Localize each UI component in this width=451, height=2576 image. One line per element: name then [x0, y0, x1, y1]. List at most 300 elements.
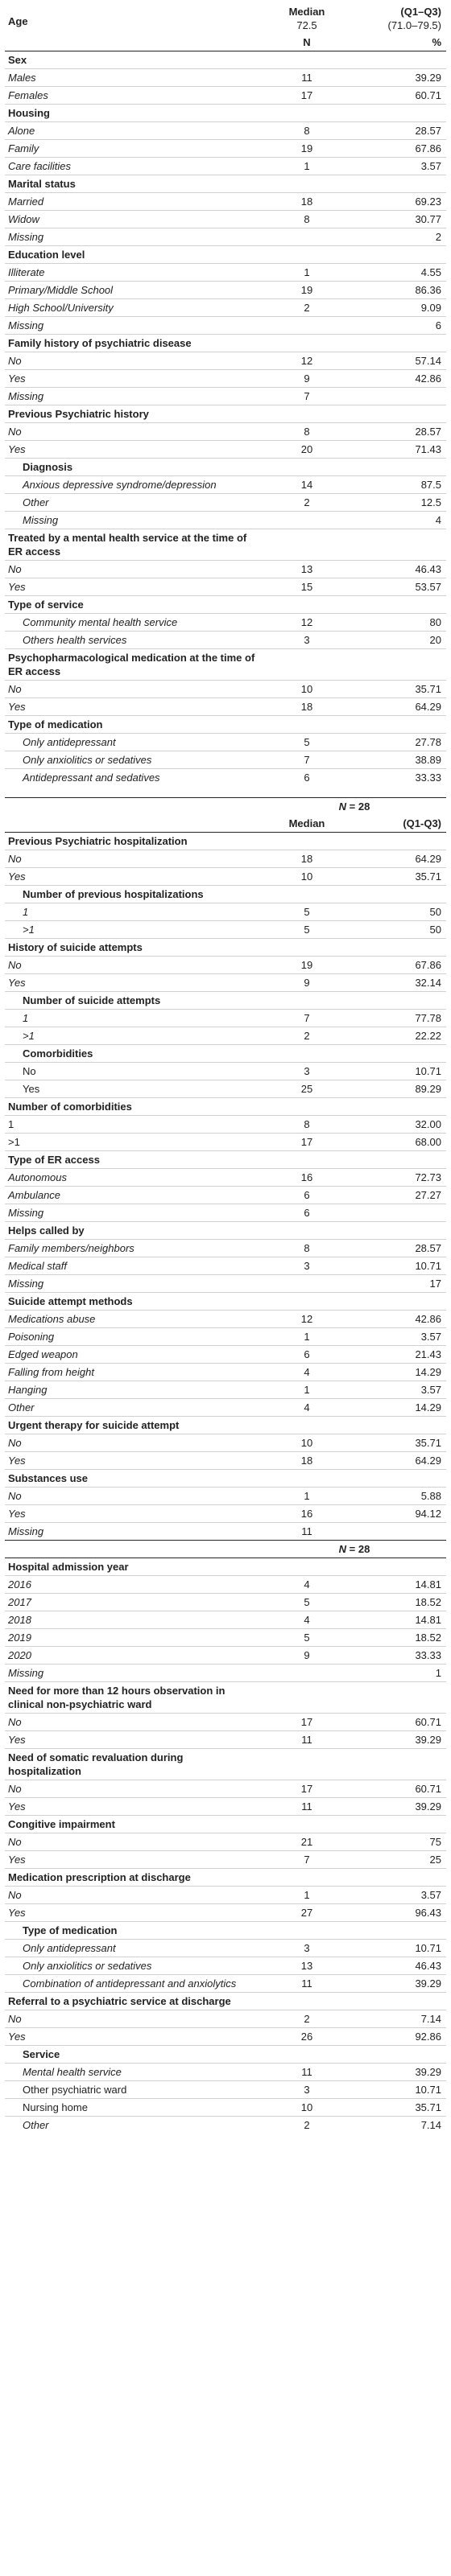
table-block-2 — [5, 797, 446, 1540]
row-count: 10 — [263, 2099, 351, 2117]
row-count: 8 — [263, 423, 351, 441]
row-percent — [351, 596, 446, 614]
row-label: Treated by a mental health service at the time of ER access — [5, 529, 263, 561]
table-row — [5, 2117, 446, 2134]
row-percent: 14.29 — [351, 1399, 446, 1417]
row-percent — [351, 1682, 446, 1714]
row-count: 12 — [263, 614, 351, 632]
table-row — [5, 335, 446, 352]
row-label: Yes — [5, 1851, 263, 1869]
row-label: No — [5, 1714, 263, 1731]
row-percent — [351, 1204, 446, 1222]
row-count: 18 — [263, 698, 351, 716]
table-row — [5, 1134, 446, 1151]
row-percent: 28.57 — [351, 1240, 446, 1257]
row-label: Married — [5, 193, 263, 211]
row-count — [263, 649, 351, 681]
row-percent: 2 — [351, 228, 446, 246]
percent-header: % — [351, 34, 446, 51]
row-percent: 17 — [351, 1275, 446, 1293]
row-label: Other — [5, 1399, 263, 1417]
row-percent: 69.23 — [351, 193, 446, 211]
row-label: Number of comorbidities — [5, 1098, 263, 1116]
row-label: Other — [5, 2117, 263, 2134]
table-row — [5, 698, 446, 716]
row-percent: 71.43 — [351, 441, 446, 459]
row-count — [263, 1558, 351, 1576]
row-count: 4 — [263, 1576, 351, 1594]
row-percent: 77.78 — [351, 1010, 446, 1027]
table-row — [5, 974, 446, 992]
table-row — [5, 1887, 446, 1904]
table-row — [5, 1063, 446, 1080]
row-label: 2016 — [5, 1576, 263, 1594]
table-row — [5, 1505, 446, 1523]
row-label: Falling from height — [5, 1364, 263, 1381]
row-count — [263, 228, 351, 246]
table-row — [5, 2081, 446, 2099]
row-label: No — [5, 561, 263, 578]
table-row — [5, 211, 446, 228]
row-count — [263, 716, 351, 734]
row-percent: 42.86 — [351, 370, 446, 388]
table-row — [5, 614, 446, 632]
table-row — [5, 1576, 446, 1594]
row-count — [263, 317, 351, 335]
row-label: No — [5, 850, 263, 868]
row-count — [263, 1470, 351, 1488]
row-count: 5 — [263, 734, 351, 751]
row-count: 25 — [263, 1080, 351, 1098]
median-header: Median — [263, 815, 351, 833]
table-row — [5, 1399, 446, 1417]
row-percent: 14.81 — [351, 1576, 446, 1594]
table-row — [5, 246, 446, 264]
row-count — [263, 246, 351, 264]
row-percent — [351, 1470, 446, 1488]
row-percent — [351, 51, 446, 69]
table-row — [5, 1798, 446, 1816]
row-percent — [351, 1151, 446, 1169]
quartile-header: (Q1-Q3) — [351, 815, 446, 833]
row-count: 6 — [263, 769, 351, 787]
table-row — [5, 1311, 446, 1328]
row-label: Type of service — [5, 596, 263, 614]
row-percent — [351, 175, 446, 193]
row-count: 6 — [263, 1204, 351, 1222]
row-label: Others health services — [5, 632, 263, 649]
row-label: Females — [5, 87, 263, 105]
row-label: Helps called by — [5, 1222, 263, 1240]
row-label: >1 — [5, 921, 263, 939]
table-row — [5, 1682, 446, 1714]
row-percent: 22.22 — [351, 1027, 446, 1045]
row-label: Comorbidities — [5, 1045, 263, 1063]
row-percent: 1 — [351, 1665, 446, 1682]
row-label: Yes — [5, 1505, 263, 1523]
table-row — [5, 193, 446, 211]
row-count: 18 — [263, 1452, 351, 1470]
table-row — [5, 264, 446, 282]
table-row — [5, 122, 446, 140]
row-percent: 27.27 — [351, 1187, 446, 1204]
row-count: 13 — [263, 1957, 351, 1975]
table-row — [5, 921, 446, 939]
row-label: Missing — [5, 1523, 263, 1541]
median-value: 72.5 — [296, 19, 317, 31]
row-label: Missing — [5, 228, 263, 246]
row-label: Missing — [5, 317, 263, 335]
row-label: 2018 — [5, 1611, 263, 1629]
table-row — [5, 423, 446, 441]
row-label: Yes — [5, 1731, 263, 1749]
table-row — [5, 1851, 446, 1869]
table-row — [5, 1833, 446, 1851]
row-label: Autonomous — [5, 1169, 263, 1187]
row-count: 10 — [263, 681, 351, 698]
row-label: No — [5, 1063, 263, 1080]
table-row — [5, 833, 446, 850]
table-row — [5, 1940, 446, 1957]
row-percent — [351, 1922, 446, 1940]
row-label: Missing — [5, 388, 263, 405]
table-row — [5, 158, 446, 175]
table-row — [5, 1293, 446, 1311]
row-percent: 39.29 — [351, 2064, 446, 2081]
row-label: Type of medication — [5, 1922, 263, 1940]
table-row — [5, 1027, 446, 1045]
row-percent: 80 — [351, 614, 446, 632]
row-label: Referral to a psychiatric service at discharge — [5, 1993, 263, 2010]
row-count: 17 — [263, 1714, 351, 1731]
table-row — [5, 51, 446, 69]
row-count: 19 — [263, 140, 351, 158]
row-percent: 39.29 — [351, 1975, 446, 1993]
row-label: Yes — [5, 1798, 263, 1816]
row-percent — [351, 335, 446, 352]
row-percent: 86.36 — [351, 282, 446, 299]
table-row — [5, 1957, 446, 1975]
row-count: 26 — [263, 2028, 351, 2046]
row-label: Anxious depressive syndrome/depression — [5, 476, 263, 494]
row-count: 1 — [263, 1887, 351, 1904]
table-row — [5, 1665, 446, 1682]
n-header: N — [263, 34, 351, 51]
table-row — [5, 681, 446, 698]
row-count — [263, 512, 351, 529]
row-percent: 30.77 — [351, 211, 446, 228]
row-count: 2 — [263, 2010, 351, 2028]
row-count: 12 — [263, 1311, 351, 1328]
row-count: 5 — [263, 1629, 351, 1647]
row-label: Family members/neighbors — [5, 1240, 263, 1257]
row-label: Medical staff — [5, 1257, 263, 1275]
row-percent — [351, 2046, 446, 2064]
table-row — [5, 1257, 446, 1275]
table-block-1 — [5, 3, 446, 786]
row-label: Combination of antidepressant and anxiolytics — [5, 1975, 263, 1993]
table-row — [5, 529, 446, 561]
row-count: 12 — [263, 352, 351, 370]
row-label: 2019 — [5, 1629, 263, 1647]
row-percent — [351, 246, 446, 264]
table-row — [5, 1904, 446, 1922]
row-count: 5 — [263, 1594, 351, 1611]
row-label: Urgent therapy for suicide attempt — [5, 1417, 263, 1434]
row-label: 2017 — [5, 1594, 263, 1611]
row-count — [263, 1682, 351, 1714]
table-block-3 — [5, 1540, 446, 2134]
row-count: 16 — [263, 1505, 351, 1523]
row-label: No — [5, 1780, 263, 1798]
row-percent — [351, 1098, 446, 1116]
row-percent: 46.43 — [351, 561, 446, 578]
row-count: 19 — [263, 282, 351, 299]
table-row — [5, 1488, 446, 1505]
row-label: Type of ER access — [5, 1151, 263, 1169]
row-count: 20 — [263, 441, 351, 459]
row-percent: 75 — [351, 1833, 446, 1851]
table-row — [5, 512, 446, 529]
row-label: Primary/Middle School — [5, 282, 263, 299]
row-label: Suicide attempt methods — [5, 1293, 263, 1311]
row-percent — [351, 388, 446, 405]
row-count: 6 — [263, 1346, 351, 1364]
row-label: Care facilities — [5, 158, 263, 175]
row-label: Hospital admission year — [5, 1558, 263, 1576]
row-count — [263, 405, 351, 423]
row-label: Number of suicide attempts — [5, 992, 263, 1010]
row-count: 11 — [263, 69, 351, 87]
row-percent: 50 — [351, 921, 446, 939]
row-percent: 3.57 — [351, 158, 446, 175]
table-row — [5, 1417, 446, 1434]
row-count: 19 — [263, 957, 351, 974]
table-row — [5, 1080, 446, 1098]
table-row — [5, 868, 446, 886]
row-percent: 28.57 — [351, 423, 446, 441]
row-percent: 94.12 — [351, 1505, 446, 1523]
table-row — [5, 1452, 446, 1470]
table-row — [5, 561, 446, 578]
row-percent: 14.29 — [351, 1364, 446, 1381]
row-percent — [351, 1993, 446, 2010]
row-label: Mental health service — [5, 2064, 263, 2081]
row-label: Need for more than 12 hours observation in clinical non-psychiatric ward — [5, 1682, 263, 1714]
row-percent — [351, 716, 446, 734]
row-label: Yes — [5, 1904, 263, 1922]
table-row — [5, 1045, 446, 1063]
table-row — [5, 1611, 446, 1629]
row-label: No — [5, 957, 263, 974]
row-label: Ambulance — [5, 1187, 263, 1204]
table-row — [5, 1523, 446, 1541]
row-label: Edged weapon — [5, 1346, 263, 1364]
row-percent: 72.73 — [351, 1169, 446, 1187]
row-count: 7 — [263, 1851, 351, 1869]
row-percent: 4.55 — [351, 264, 446, 282]
row-percent: 18.52 — [351, 1629, 446, 1647]
row-label: Antidepressant and sedatives — [5, 769, 263, 787]
row-label: Number of previous hospitalizations — [5, 886, 263, 903]
row-count: 2 — [263, 494, 351, 512]
row-percent: 60.71 — [351, 1714, 446, 1731]
table-row — [5, 1010, 446, 1027]
row-label: Missing — [5, 512, 263, 529]
row-count: 3 — [263, 2081, 351, 2099]
row-percent — [351, 529, 446, 561]
row-label: Alone — [5, 122, 263, 140]
table-row — [5, 476, 446, 494]
row-count: 17 — [263, 1134, 351, 1151]
row-percent: 14.81 — [351, 1611, 446, 1629]
row-label: No — [5, 1887, 263, 1904]
row-count: 7 — [263, 751, 351, 769]
table-row — [5, 1993, 446, 2010]
row-percent: 7.14 — [351, 2010, 446, 2028]
table-row — [5, 716, 446, 734]
row-count — [263, 1816, 351, 1833]
row-count: 13 — [263, 561, 351, 578]
row-count: 6 — [263, 1187, 351, 1204]
row-percent: 89.29 — [351, 1080, 446, 1098]
row-percent — [351, 1523, 446, 1541]
row-label: Missing — [5, 1204, 263, 1222]
row-percent: 35.71 — [351, 681, 446, 698]
row-percent: 35.71 — [351, 1434, 446, 1452]
row-percent: 39.29 — [351, 69, 446, 87]
row-label: Only anxiolitics or sedatives — [5, 751, 263, 769]
row-percent: 32.14 — [351, 974, 446, 992]
row-percent — [351, 1222, 446, 1240]
table-row — [5, 596, 446, 614]
row-count — [263, 886, 351, 903]
row-count: 11 — [263, 1731, 351, 1749]
row-percent: 9.09 — [351, 299, 446, 317]
row-label: 1 — [5, 1010, 263, 1027]
row-percent: 28.57 — [351, 122, 446, 140]
row-percent: 10.71 — [351, 1257, 446, 1275]
row-label: Yes — [5, 578, 263, 596]
table-row — [5, 175, 446, 193]
table-row — [5, 1922, 446, 1940]
row-count — [263, 1151, 351, 1169]
row-percent — [351, 405, 446, 423]
row-label: History of suicide attempts — [5, 939, 263, 957]
row-percent: 53.57 — [351, 578, 446, 596]
table-row — [5, 903, 446, 921]
table-row — [5, 1647, 446, 1665]
table-row — [5, 939, 446, 957]
row-percent: 12.5 — [351, 494, 446, 512]
row-count: 17 — [263, 87, 351, 105]
row-percent: 64.29 — [351, 1452, 446, 1470]
table-row — [5, 649, 446, 681]
row-count: 1 — [263, 1488, 351, 1505]
row-count — [263, 1045, 351, 1063]
row-count — [263, 1665, 351, 1682]
table-row — [5, 957, 446, 974]
table-row — [5, 1869, 446, 1887]
row-label: Community mental health service — [5, 614, 263, 632]
row-label: No — [5, 1833, 263, 1851]
row-label: Psychopharmacological medication at the time of ER access — [5, 649, 263, 681]
row-label: Family history of psychiatric disease — [5, 335, 263, 352]
row-label: Nursing home — [5, 2099, 263, 2117]
row-percent: 27.78 — [351, 734, 446, 751]
row-percent: 42.86 — [351, 1311, 446, 1328]
row-count — [263, 459, 351, 476]
row-percent — [351, 1045, 446, 1063]
row-label: Yes — [5, 1080, 263, 1098]
row-label: Only antidepressant — [5, 1940, 263, 1957]
row-label: Medications abuse — [5, 1311, 263, 1328]
row-count: 9 — [263, 1647, 351, 1665]
row-count — [263, 1993, 351, 2010]
row-count: 27 — [263, 1904, 351, 1922]
row-percent: 7.14 — [351, 2117, 446, 2134]
row-label: Yes — [5, 441, 263, 459]
table-row — [5, 2099, 446, 2117]
row-percent — [351, 649, 446, 681]
table-row — [5, 1816, 446, 1833]
table-row — [5, 2064, 446, 2081]
row-label: Males — [5, 69, 263, 87]
row-count: 10 — [263, 868, 351, 886]
row-count: 3 — [263, 1940, 351, 1957]
row-count: 5 — [263, 903, 351, 921]
row-count — [263, 2046, 351, 2064]
table-row — [5, 1780, 446, 1798]
row-count: 14 — [263, 476, 351, 494]
table-row — [5, 1222, 446, 1240]
row-percent: 3.57 — [351, 1887, 446, 1904]
row-percent: 67.86 — [351, 140, 446, 158]
row-count: 15 — [263, 578, 351, 596]
row-percent — [351, 1558, 446, 1576]
row-count — [263, 51, 351, 69]
table-row — [5, 494, 446, 512]
n-total-title: N = 28 — [263, 798, 446, 816]
row-count — [263, 1922, 351, 1940]
row-count: 8 — [263, 1116, 351, 1134]
row-count: 1 — [263, 1381, 351, 1399]
row-percent — [351, 1749, 446, 1780]
row-label: Substances use — [5, 1470, 263, 1488]
row-label: >1 — [5, 1134, 263, 1151]
table-row — [5, 441, 446, 459]
table-row — [5, 632, 446, 649]
row-percent — [351, 992, 446, 1010]
row-count: 9 — [263, 370, 351, 388]
row-label: High School/University — [5, 299, 263, 317]
row-label: No — [5, 352, 263, 370]
row-label: Only anxiolitics or sedatives — [5, 1957, 263, 1975]
table-row — [5, 1169, 446, 1187]
row-label: 1 — [5, 903, 263, 921]
row-count: 4 — [263, 1399, 351, 1417]
table-row — [5, 886, 446, 903]
row-label: Hanging — [5, 1381, 263, 1399]
table-row — [5, 140, 446, 158]
row-count: 2 — [263, 1027, 351, 1045]
row-percent: 6 — [351, 317, 446, 335]
row-count: 2 — [263, 2117, 351, 2134]
row-count: 18 — [263, 850, 351, 868]
table-row — [5, 352, 446, 370]
table-row — [5, 1364, 446, 1381]
table-row — [5, 87, 446, 105]
